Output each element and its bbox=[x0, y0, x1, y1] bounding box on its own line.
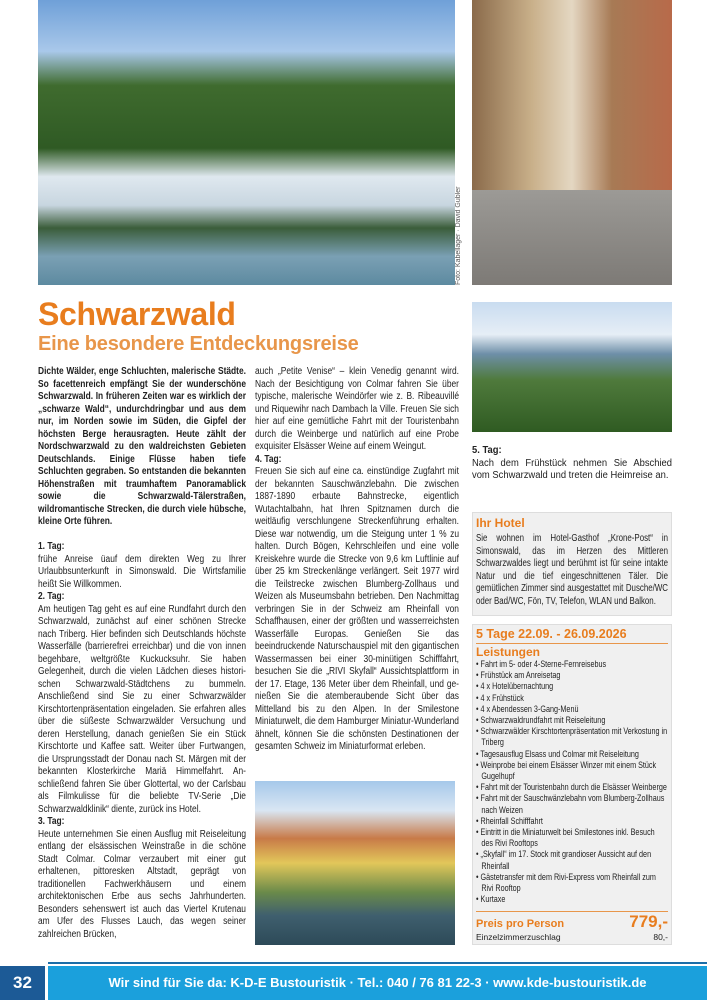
footer-divider bbox=[48, 962, 707, 964]
text-column-2 bbox=[255, 366, 459, 754]
half-timbered-town-photo bbox=[472, 0, 672, 285]
service-item: • Tagesausflug Elsass und Colmar mit Reiseleitung bbox=[476, 749, 668, 760]
page-title: Schwarzwald bbox=[38, 296, 236, 332]
service-item: • Fahrt mit der Sauschwänzlebahn vom Blumberg-Zollhaus nach Weizen bbox=[476, 793, 668, 815]
day-5-text: Nach dem Frühstück nehmen Sie Abschied vom Schwarzwald und treten die Heimreise an. bbox=[472, 457, 672, 481]
price-value: 779,- bbox=[629, 912, 668, 931]
service-item: • Weinprobe bei einem Elsässer Winzer mit einem Stück Gugelhupf bbox=[476, 760, 668, 782]
supplement-label: Einzelzimmerzuschlag bbox=[476, 932, 561, 942]
day-2-text: Am heutigen Tag geht es auf eine Rundfahrt durch den Schwarzwald, zunächst auf einer schönen Strecke nach Triberg. Hier befinden sich Deutschlands höchste Wasserfälle (barrierefrei erreichbar) und die von innen begehbare, weltgrößte Kuckucksuhr. Sie haben Gelegenheit, durch die vielen Lädchen dieses historischen Schwarzwald-Städtchens zu bummeln. Anschließend sind Sie zu einer Schwarzwälder Kirschtortenpräsentation eingeladen. Sie erfahren alles über die süßeste Schwarzwälder Versuchung und deren Herstellung, danach genießen Sie ein Stück Kirschtorte und Kaffee satt. Weiter über Furtwangen, die Ursprungsstadt der Donau nach St. Märgen mit der bekannten Klosterkirche Mariä Himmelfahrt. Anschließend fahren Sie über Glottertal, wo der Carlsbau als Filmkulisse für die beliebte TV-Serie „Die Schwarzwaldklinik“ diente, zurück ins Hotel. bbox=[38, 603, 246, 815]
trip-dates: 5 Tage 22.09. - 26.09.2026 bbox=[476, 627, 668, 644]
service-item: • Gästetransfer mit dem Rivi-Express vom Rheinfall zum Rivi Rooftop bbox=[476, 872, 668, 894]
day-4-text: Freuen Sie sich auf eine ca. einstündige Zugfahrt mit der bekannten Sauschwänzlebahn. Die zwischen 1887-1890 erbaute Bahnstrecke, eigentlich Wutachtalbahn, hat Ihren Spitznamen durch die weitläufig verschlungene Streckenführung erhalten. Diese war notwendig, um die Steigung unter 1 % zu halten. Durch Bögen, Kehrschleifen und eine volle Kreiskehre wurde die Strecke von 9,6 km Luftlinie auf über 25 km Streckenlänge verlängert. Seit 1977 wird die Teilstrecke zwischen Blumberg-Zollhaus und Weizen als Museumsbahn betrieben. Den Nachmittag verbringen Sie in der Schweiz am Rheinfall von Schaffhausen, einer der größten und wasserreichsten Wasserfälle Europas. Genießen Sie das beeindruckende Naturschauspiel mit den gigantischen Wassermassen bei einer 30-minütigen Schifffahrt, besuchen Sie die „RIVI Skyfall“ Aussichtsplattform in der 17. Etage, 136 Meter über dem Rheinfall, und genießen Sie die atemberaubende Sicht über das Mittelland bis zu den Alpen. In der Smilestone Miniaturwelt, die dem Hamburger Miniatur-Wunderland ähnelt, können Sie die schönsten Destinationen der gesamten Schweiz im Miniaturformat erleben. bbox=[255, 466, 459, 752]
price-row bbox=[476, 911, 668, 932]
service-item: • Eintritt in die Miniaturwelt bei Smilestones inkl. Besuch des Rivi Rooftops bbox=[476, 827, 668, 849]
photo-credit: Foto: Kabellager · David Gubler bbox=[455, 186, 462, 285]
page-subtitle: Eine besondere Entdeckungsreise bbox=[38, 333, 359, 355]
text-column-1 bbox=[38, 366, 246, 941]
hotel-text: Sie wohnen im Hotel-Gasthof „Krone-Post“ in Simonswald, das im Herzen des Mittleren Schwarzwaldes liegt und berühmt ist für seine intakte Natur und die tief eingeschnittenen Täler. Die gemütlichen Zimmer sind ausgestattet mit Dusche/WC oder Bad/WC, Fön, TV, Telefon, WLAN und Balkon. bbox=[476, 533, 668, 607]
day-3-text: Heute unternehmen Sie einen Ausflug mit Reiseleitung entlang der elsässischen Weinstraße in die schöne Stadt Colmar. Colmar verzaubert mit einer gut erhaltenen, pittoresken Altstadt, geprägt von traditionellen Fachwerkhäusern und einem architektonischen Erbe aus sechs Jahrhunderten. Besonders sehenswert ist auch das Viertel Krutenau am Ufer des Flusses Lauch, das wegen seiner zahlreichen Brücken, bbox=[38, 828, 246, 940]
services-title: Leistungen bbox=[476, 645, 541, 659]
day-1-text: frühe Anreise üauf dem direkten Weg zu Ihrer Urlaubbsunterkunft in Simonswald. Die Wirtsfamilie heißt Sie Willkommen. bbox=[38, 553, 246, 590]
service-item: • 4 x Hotelübernachtung bbox=[476, 681, 668, 692]
price-label: Preis pro Person bbox=[476, 918, 565, 930]
service-item: • Schwarzwälder Kirschtortenpräsentation mit Verkostung in Triberg bbox=[476, 726, 668, 748]
day-3-text-continued: auch „Petite Venise“ – klein Venedig genannt wird. Nach der Besichtigung von Colmar fahren Sie über typische, malerische Weindörfer wie z. B. Ribeauvillé und Riquewihr nach Dambach la Ville. Freuen Sie sich hier auf eine gemütliche Fahrt mit der Touristenbahn durch die Weinberge und natürlich auf eine Probe exquisiter Elsässer Weine auf einem Weingut. bbox=[255, 366, 459, 452]
hotel-title: Ihr Hotel bbox=[476, 516, 525, 530]
hotel-box bbox=[472, 512, 672, 616]
service-item: • „Skyfall“ im 17. Stock mit grandioser Aussicht auf den Rheinfall bbox=[476, 849, 668, 871]
service-item: • Rheinfall Schifffahrt bbox=[476, 816, 668, 827]
colmar-photo bbox=[255, 781, 455, 945]
day-5-label: 5. Tag: bbox=[472, 445, 502, 456]
footer-contact: Wir sind für Sie da: K-D-E Bustouristik · Tel.: 040 / 76 81 22-3 · www.kde-bustouristik.de bbox=[48, 966, 707, 1000]
day-1-label: 1. Tag: bbox=[38, 541, 65, 552]
supplement-row bbox=[476, 932, 668, 942]
intro-text: Dichte Wälder, enge Schluchten, malerische Städte. So facettenreich empfängt Sie der wunderschöne Schwarzwald. In früheren Zeiten war es wirklich der „schwarze Wald“, undurchdringbar und aus dem nur, im Norden sowie im Süden, die Gipfel der höchsten Berge herausragten. Heute zählt der Nordschwarzwald zu den waldreichsten Gebieten Deutschlands. Einige Flüsse haben tiefe Schluchten gegraben. So entstanden die bekannten Höhenstraßen mit traumhaftem Panoramablick sowie die Schwarzwald-Tälerstraßen, wildromantische Strecken, die durch viele hübsche, kleine Orte führen. bbox=[38, 366, 246, 527]
text-column-3 bbox=[472, 445, 672, 483]
rhine-falls-photo bbox=[38, 0, 455, 285]
service-item: • Kurtaxe bbox=[476, 894, 668, 905]
service-item: • Frühstück am Anreisetag bbox=[476, 670, 668, 681]
day-2-label: 2. Tag: bbox=[38, 591, 65, 602]
service-item: • 4 x Frühstück bbox=[476, 693, 668, 704]
day-4-label: 4. Tag: bbox=[255, 453, 282, 465]
price-section bbox=[476, 911, 668, 942]
service-item: • 4 x Abendessen 3-Gang-Menü bbox=[476, 704, 668, 715]
day-3-label: 3. Tag: bbox=[38, 816, 65, 827]
page-number: 32 bbox=[0, 966, 45, 1000]
service-item: • Fahrt im 5- oder 4-Sterne-Fernreisebus bbox=[476, 659, 668, 670]
supplement-value: 80,- bbox=[653, 932, 668, 942]
service-item: • Schwarzwaldrundfahrt mit Reiseleitung bbox=[476, 715, 668, 726]
services-list bbox=[476, 659, 668, 905]
black-forest-valley-photo bbox=[472, 302, 672, 432]
service-item: • Fahrt mit der Touristenbahn durch die Elsässer Weinberge bbox=[476, 782, 668, 793]
trip-info-box bbox=[472, 624, 672, 945]
